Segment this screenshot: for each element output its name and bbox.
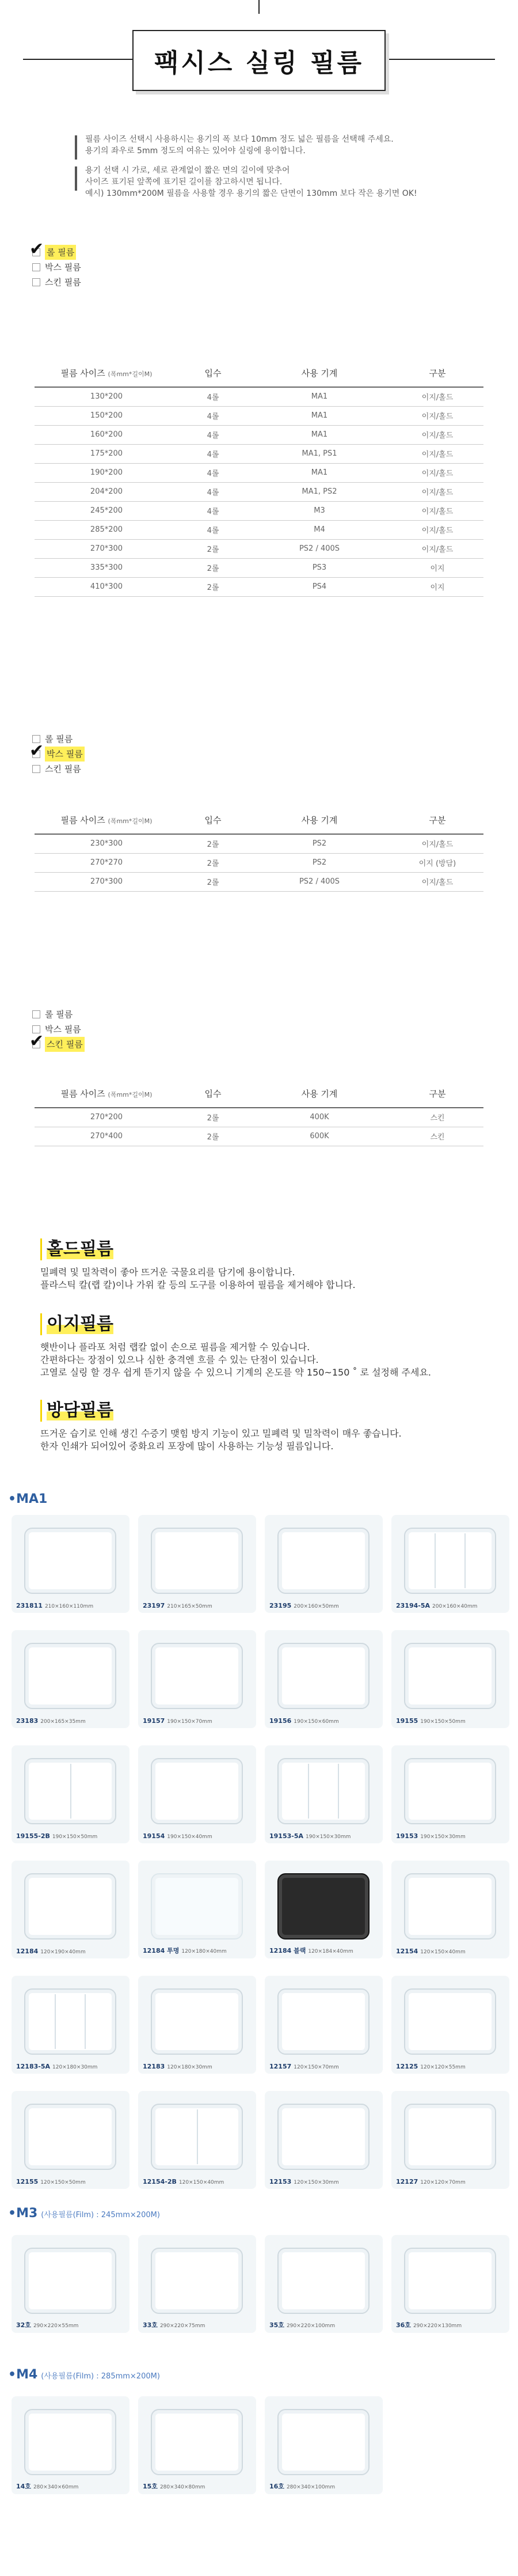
product-card[interactable] — [265, 1976, 383, 2074]
cell-kind: 이지/홀드 — [391, 406, 483, 425]
product-card[interactable] — [391, 1630, 509, 1728]
product-size: 120×150×50mm — [40, 2180, 86, 2185]
tray-image — [404, 1758, 496, 1824]
cell-qty: 4롤 — [178, 520, 247, 539]
product-size: 190×150×50mm — [52, 1834, 98, 1840]
product-size: 120×150×40mm — [178, 2180, 224, 2185]
section-title: 이지필름 — [40, 1313, 431, 1335]
section-desc: 뜨거운 습기로 인해 생긴 수증기 맺힘 방지 기능이 있고 밀폐력 및 밀착력이 매우 좋습니다. 한자 인쇄가 되어있어 중화요리 포장에 많이 사용하는 기능성 필름입니다. — [40, 1428, 402, 1452]
product-code: 23197 — [143, 1602, 165, 1609]
product-code: 36호 — [396, 2321, 411, 2329]
table-row — [35, 872, 483, 891]
cell-kind: 이지/홀드 — [391, 463, 483, 482]
product-size: 190×150×60mm — [294, 1719, 339, 1725]
cell-size: 175*200 — [35, 444, 178, 463]
product-card[interactable] — [138, 1515, 256, 1613]
product-label — [269, 2482, 335, 2491]
product-card[interactable] — [138, 2396, 256, 2494]
option-group-box — [29, 732, 85, 776]
group-title-m4: •M4 (사용필름(Film) : 285mm×200M) — [8, 2367, 160, 2382]
checkmark-icon: ✔ — [29, 1031, 44, 1051]
cell-size: 270*300 — [35, 872, 178, 891]
tray-image — [404, 2248, 496, 2314]
product-label — [396, 1832, 466, 1840]
product-code: 12184 투명 — [143, 1947, 180, 1954]
table-header — [35, 806, 483, 834]
product-card[interactable] — [391, 1861, 509, 1958]
cell-kind: 이지/홀드 — [391, 872, 483, 891]
tray-image — [24, 2248, 116, 2314]
tray-image — [277, 1873, 370, 1939]
checkbox[interactable] — [29, 1031, 44, 1051]
product-code: 12154 — [396, 1948, 418, 1955]
tray-image — [277, 2409, 370, 2475]
checkbox[interactable] — [32, 263, 40, 271]
product-code: 19155 — [396, 1717, 418, 1725]
cell-machine: MA1, PS1 — [247, 444, 391, 463]
tray-image — [404, 1873, 496, 1939]
product-code: 12157 — [269, 2063, 292, 2070]
product-code: 35호 — [269, 2321, 284, 2329]
col-machine: 사용 기계 — [247, 1080, 391, 1108]
col-qty: 입수 — [178, 359, 247, 387]
product-label — [269, 1717, 339, 1725]
product-label — [269, 1602, 339, 1609]
product-card[interactable] — [12, 1745, 130, 1843]
tray-image — [404, 1643, 496, 1709]
cell-qty: 2롤 — [178, 539, 247, 558]
header-line-vertical — [258, 0, 260, 14]
product-size: 120×150×70mm — [294, 2064, 339, 2070]
table-row — [35, 539, 483, 558]
table-row — [35, 406, 483, 425]
tray-image — [277, 1643, 370, 1709]
product-size: 280×340×100mm — [286, 2484, 336, 2490]
product-size: 200×160×50mm — [294, 1604, 339, 1609]
cell-kind: 이지/홀드 — [391, 834, 483, 853]
option-box-film[interactable]: 박스 필름 — [32, 1022, 85, 1037]
product-code: 19156 — [269, 1717, 292, 1725]
product-size: 290×220×100mm — [286, 2323, 336, 2329]
product-card[interactable] — [138, 2235, 256, 2333]
cell-kind: 이지/홀드 — [391, 539, 483, 558]
table-row — [35, 834, 483, 853]
product-size: 290×220×55mm — [33, 2323, 79, 2329]
tray-image — [24, 2104, 116, 2170]
option-roll-film[interactable]: 롤 필름 — [32, 1007, 85, 1022]
cell-qty: 2롤 — [178, 1108, 247, 1127]
box-film-table — [35, 806, 483, 892]
cell-kind: 이지 — [391, 558, 483, 577]
cell-machine: PS2 / 400S — [247, 539, 391, 558]
checkbox[interactable] — [32, 765, 40, 773]
col-size: 필름 사이즈 (폭mm*길이M) — [35, 359, 178, 387]
product-code: 23195 — [269, 1602, 292, 1609]
product-card[interactable] — [265, 2396, 383, 2494]
table-row — [35, 463, 483, 482]
product-code: 19155-2B — [16, 1832, 50, 1840]
product-label — [143, 2482, 205, 2491]
product-size: 120×150×30mm — [294, 2180, 339, 2185]
product-card[interactable] — [138, 1630, 256, 1728]
cell-size: 285*200 — [35, 520, 178, 539]
product-size: 190×150×30mm — [420, 1834, 466, 1840]
cell-machine: MA1 — [247, 425, 391, 444]
checkmark-icon: ✔ — [29, 239, 44, 259]
product-size: 190×150×40mm — [167, 1834, 212, 1840]
product-label — [143, 1602, 212, 1609]
product-label — [396, 2320, 462, 2329]
checkbox[interactable] — [32, 278, 40, 286]
cell-machine: MA1 — [247, 387, 391, 406]
option-skin-film[interactable]: ✔ 스킨 필름 — [32, 1037, 85, 1052]
cell-size: 410*300 — [35, 577, 178, 596]
table-row — [35, 425, 483, 444]
cell-machine: PS2 / 400S — [247, 872, 391, 891]
option-box-film[interactable]: 박스 필름 — [32, 260, 81, 275]
section-title: 방담필름 — [40, 1400, 402, 1422]
col-machine: 사용 기계 — [247, 359, 391, 387]
tray-image — [24, 1758, 116, 1824]
col-qty: 입수 — [178, 1080, 247, 1108]
product-card[interactable] — [265, 2235, 383, 2333]
product-size: 120×180×40mm — [181, 1949, 227, 1954]
product-label — [143, 1717, 212, 1725]
product-code: 19154 — [143, 1832, 165, 1840]
product-card[interactable] — [265, 1630, 383, 1728]
table-row — [35, 482, 483, 501]
section-desc: 밀폐력 및 밀착력이 좋아 뜨거운 국물요리를 담기에 용이합니다. 플라스틱 칼(랩 칼)이나 가위 칼 등의 도구를 이용하여 필름을 제거해야 합니다. — [40, 1267, 356, 1290]
cell-size: 270*300 — [35, 539, 178, 558]
product-code: 12154-2B — [143, 2178, 177, 2185]
tray-image — [277, 1988, 370, 2055]
product-size: 190×150×70mm — [167, 1719, 212, 1725]
product-card[interactable] — [138, 1861, 256, 1958]
cell-kind: 이지/홀드 — [391, 387, 483, 406]
product-size: 200×165×35mm — [40, 1719, 86, 1725]
product-label — [396, 1602, 477, 1609]
tray-image — [151, 2104, 243, 2170]
product-size: 120×184×40mm — [308, 1949, 353, 1954]
header — [0, 0, 518, 86]
cell-kind: 스킨 — [391, 1108, 483, 1127]
checkbox[interactable] — [29, 741, 44, 761]
table-row — [35, 501, 483, 520]
product-label — [269, 2320, 335, 2329]
product-card[interactable] — [12, 2235, 130, 2333]
product-label — [16, 1948, 86, 1955]
product-label — [143, 2063, 212, 2070]
product-code: 15호 — [143, 2483, 158, 2490]
table-row — [35, 853, 483, 872]
table-header — [35, 1080, 483, 1108]
product-size: 190×150×50mm — [420, 1719, 466, 1725]
product-size: 120×150×40mm — [420, 1949, 466, 1955]
notes — [75, 134, 478, 207]
product-card[interactable] — [12, 1630, 130, 1728]
checkbox[interactable] — [32, 1010, 40, 1018]
option-roll-film[interactable]: 롤 필름 — [32, 732, 85, 747]
option-group-roll — [29, 239, 81, 290]
group-title-ma1: •MA1 — [8, 1492, 48, 1506]
product-code: 19153-5A — [269, 1832, 304, 1840]
cell-machine: MA1 — [247, 406, 391, 425]
tray-image — [277, 1528, 370, 1594]
product-label — [143, 1832, 212, 1840]
tray-image — [404, 2104, 496, 2170]
cell-size: 270*400 — [35, 1127, 178, 1146]
product-label — [143, 1946, 227, 1955]
product-card[interactable] — [12, 2091, 130, 2189]
product-size: 120×180×30mm — [167, 2064, 212, 2070]
product-card[interactable] — [391, 1515, 509, 1613]
product-card[interactable] — [391, 2235, 509, 2333]
tray-image — [151, 1988, 243, 2055]
product-label — [16, 2320, 78, 2329]
product-size: 200×160×40mm — [432, 1604, 478, 1609]
product-card[interactable] — [12, 1861, 130, 1958]
product-card[interactable] — [265, 1861, 383, 1958]
product-size: 120×180×30mm — [52, 2064, 98, 2070]
product-code: 12127 — [396, 2178, 418, 2185]
product-size: 120×190×40mm — [40, 1949, 86, 1955]
product-code: 23194-5A — [396, 1602, 431, 1609]
cell-machine: PS2 — [247, 853, 391, 872]
product-size: 210×160×110mm — [44, 1604, 94, 1609]
product-code: 12183 — [143, 2063, 165, 2070]
product-label — [396, 2178, 466, 2185]
cell-size: 150*200 — [35, 406, 178, 425]
product-card[interactable] — [391, 1745, 509, 1843]
cell-qty: 4롤 — [178, 463, 247, 482]
product-code: 16호 — [269, 2483, 284, 2490]
option-skin-film[interactable]: 스킨 필름 — [32, 275, 81, 290]
option-box-film[interactable]: ✔ 박스 필름 — [32, 747, 85, 762]
tray-image — [404, 1988, 496, 2055]
cell-machine: 400K — [247, 1108, 391, 1127]
product-size: 190×150×30mm — [306, 1834, 351, 1840]
cell-qty: 2롤 — [178, 577, 247, 596]
cell-kind: 이지 — [391, 577, 483, 596]
product-label — [16, 1602, 93, 1609]
product-size: 120×120×55mm — [420, 2064, 466, 2070]
product-label — [396, 1717, 466, 1725]
page-title: 팩시스 실링 필름 — [132, 30, 386, 91]
product-card[interactable] — [12, 1976, 130, 2074]
product-code: 12183-5A — [16, 2063, 51, 2070]
cell-size: 245*200 — [35, 501, 178, 520]
note-1: 필름 사이즈 선택시 사용하시는 용기의 폭 보다 10mm 정도 넓은 필름을 선택해 주세요. 용기의 좌우로 5mm 정도의 여유는 있어야 실링에 용이합니다. — [75, 134, 478, 157]
tray-image — [277, 1758, 370, 1824]
tray-image — [151, 1643, 243, 1709]
tray-image — [24, 1988, 116, 2055]
col-machine: 사용 기계 — [247, 806, 391, 834]
product-card[interactable] — [138, 2091, 256, 2189]
tray-image — [151, 1873, 243, 1939]
table-row — [35, 1127, 483, 1146]
product-size: 210×165×50mm — [167, 1604, 212, 1609]
cell-size: 130*200 — [35, 387, 178, 406]
product-label — [396, 1948, 466, 1955]
cell-machine: PS2 — [247, 834, 391, 853]
product-label — [269, 1946, 353, 1955]
tray-image — [24, 1873, 116, 1939]
cell-qty: 2롤 — [178, 853, 247, 872]
cell-size: 204*200 — [35, 482, 178, 501]
product-size: 290×220×75mm — [159, 2323, 205, 2329]
col-qty: 입수 — [178, 806, 247, 834]
cell-size: 230*300 — [35, 834, 178, 853]
tray-image — [151, 2409, 243, 2475]
note-2: 용기 선택 시 가로, 세로 관계없이 짧은 면의 길이에 맞추어 사이즈 표기된 앞쪽에 표기된 길이를 참고하시면 됩니다. 예시) 130mm*200M 필름을 사용할 경우 용기의 짧은 단면이 130mm 보다 작은 용기면 OK! — [75, 165, 478, 199]
cell-kind: 이지/홀드 — [391, 482, 483, 501]
cell-qty: 4롤 — [178, 444, 247, 463]
cell-kind: 이지/홀드 — [391, 501, 483, 520]
product-code: 12125 — [396, 2063, 418, 2070]
product-label — [269, 1832, 351, 1840]
option-roll-film[interactable]: ✔ 롤 필름 — [32, 245, 81, 260]
table-row — [35, 577, 483, 596]
cell-size: 335*300 — [35, 558, 178, 577]
product-label — [396, 2063, 466, 2070]
cell-machine: MA1, PS2 — [247, 482, 391, 501]
tray-image — [151, 2248, 243, 2314]
product-size: 280×340×80mm — [159, 2484, 205, 2490]
cell-size: 160*200 — [35, 425, 178, 444]
product-code: 231811 — [16, 1602, 43, 1609]
product-code: 33호 — [143, 2321, 158, 2329]
tray-image — [404, 1528, 496, 1594]
product-size: 290×220×130mm — [413, 2323, 462, 2329]
table-row — [35, 444, 483, 463]
product-size: 120×120×70mm — [420, 2180, 466, 2185]
cell-size: 270*200 — [35, 1108, 178, 1127]
cell-qty: 2롤 — [178, 834, 247, 853]
product-code: 14호 — [16, 2483, 31, 2490]
tray-image — [24, 2409, 116, 2475]
option-group-skin — [29, 1007, 85, 1052]
cell-size: 270*270 — [35, 853, 178, 872]
group-title-m3: •M3 (사용필름(Film) : 245mm×200M) — [8, 2206, 160, 2221]
section-desc: 햇반이나 플라포 처럼 랩칼 없이 손으로 필름을 제거할 수 있습니다. 간편하다는 장점이 있으나 심한 충격엔 흐를 수 있는 단점이 있습니다. 고열로 실링 할 경우 쉽게 뜯기지 않을 수 있으니 기계의 온도를 약 150~150 ˚ 로 설정해 주세요. — [40, 1342, 431, 1378]
product-label — [143, 2320, 205, 2329]
cell-machine: M4 — [247, 520, 391, 539]
product-card[interactable] — [391, 2091, 509, 2189]
table-header — [35, 359, 483, 387]
cell-qty: 4롤 — [178, 406, 247, 425]
checkmark-icon: ✔ — [29, 741, 44, 761]
cell-qty: 4롤 — [178, 425, 247, 444]
cell-machine: PS4 — [247, 577, 391, 596]
cell-kind: 이지/홀드 — [391, 444, 483, 463]
col-kind: 구분 — [391, 359, 483, 387]
product-card[interactable] — [265, 1745, 383, 1843]
section-easy-film — [40, 1313, 431, 1379]
table-row — [35, 1108, 483, 1127]
option-skin-film[interactable]: 스킨 필름 — [32, 762, 85, 776]
product-code: 12155 — [16, 2178, 39, 2185]
product-code: 19157 — [143, 1717, 165, 1725]
cell-qty: 4롤 — [178, 482, 247, 501]
section-hold-film — [40, 1238, 356, 1291]
skin-film-table — [35, 1080, 483, 1146]
product-card[interactable] — [265, 1515, 383, 1613]
table-row — [35, 387, 483, 406]
cell-qty: 4롤 — [178, 387, 247, 406]
product-card[interactable] — [391, 1976, 509, 2074]
col-kind: 구분 — [391, 806, 483, 834]
section-antifog-film — [40, 1400, 402, 1453]
product-label — [269, 2063, 339, 2070]
table-row — [35, 558, 483, 577]
product-label — [16, 2178, 86, 2185]
product-code: 19153 — [396, 1832, 418, 1840]
cell-kind: 이지/홀드 — [391, 425, 483, 444]
checkbox[interactable] — [29, 239, 44, 259]
product-label — [16, 2482, 78, 2491]
product-card[interactable] — [12, 1515, 130, 1613]
product-card[interactable] — [138, 1976, 256, 2074]
cell-kind: 스킨 — [391, 1127, 483, 1146]
product-size: 280×340×60mm — [33, 2484, 79, 2490]
product-label — [16, 2063, 97, 2070]
section-title: 홀드필름 — [40, 1238, 356, 1260]
cell-machine: 600K — [247, 1127, 391, 1146]
product-label — [143, 2178, 224, 2185]
product-code: 32호 — [16, 2321, 31, 2329]
cell-machine: MA1 — [247, 463, 391, 482]
cell-kind: 이지/홀드 — [391, 520, 483, 539]
table-row — [35, 520, 483, 539]
cell-qty: 2롤 — [178, 1127, 247, 1146]
cell-qty: 2롤 — [178, 558, 247, 577]
cell-qty: 4롤 — [178, 501, 247, 520]
cell-machine: PS3 — [247, 558, 391, 577]
tray-image — [277, 2104, 370, 2170]
roll-film-table — [35, 359, 483, 597]
product-code: 12184 — [16, 1948, 39, 1955]
product-code: 12184 블랙 — [269, 1947, 306, 1954]
tray-image — [151, 1758, 243, 1824]
product-card[interactable] — [138, 1745, 256, 1843]
product-card[interactable] — [265, 2091, 383, 2189]
col-size: 필름 사이즈 (폭mm*길이M) — [35, 806, 178, 834]
product-card[interactable] — [12, 2396, 130, 2494]
tray-image — [24, 1643, 116, 1709]
tray-image — [24, 1528, 116, 1594]
product-label — [16, 1717, 86, 1725]
product-code: 23183 — [16, 1717, 39, 1725]
product-code: 12153 — [269, 2178, 292, 2185]
cell-size: 190*200 — [35, 463, 178, 482]
cell-machine: M3 — [247, 501, 391, 520]
tray-image — [277, 2248, 370, 2314]
col-size: 필름 사이즈 (폭mm*길이M) — [35, 1080, 178, 1108]
cell-kind: 이지 (방담) — [391, 853, 483, 872]
cell-qty: 2롤 — [178, 872, 247, 891]
col-kind: 구분 — [391, 1080, 483, 1108]
product-label — [269, 2178, 339, 2185]
tray-image — [151, 1528, 243, 1594]
product-label — [16, 1832, 97, 1840]
